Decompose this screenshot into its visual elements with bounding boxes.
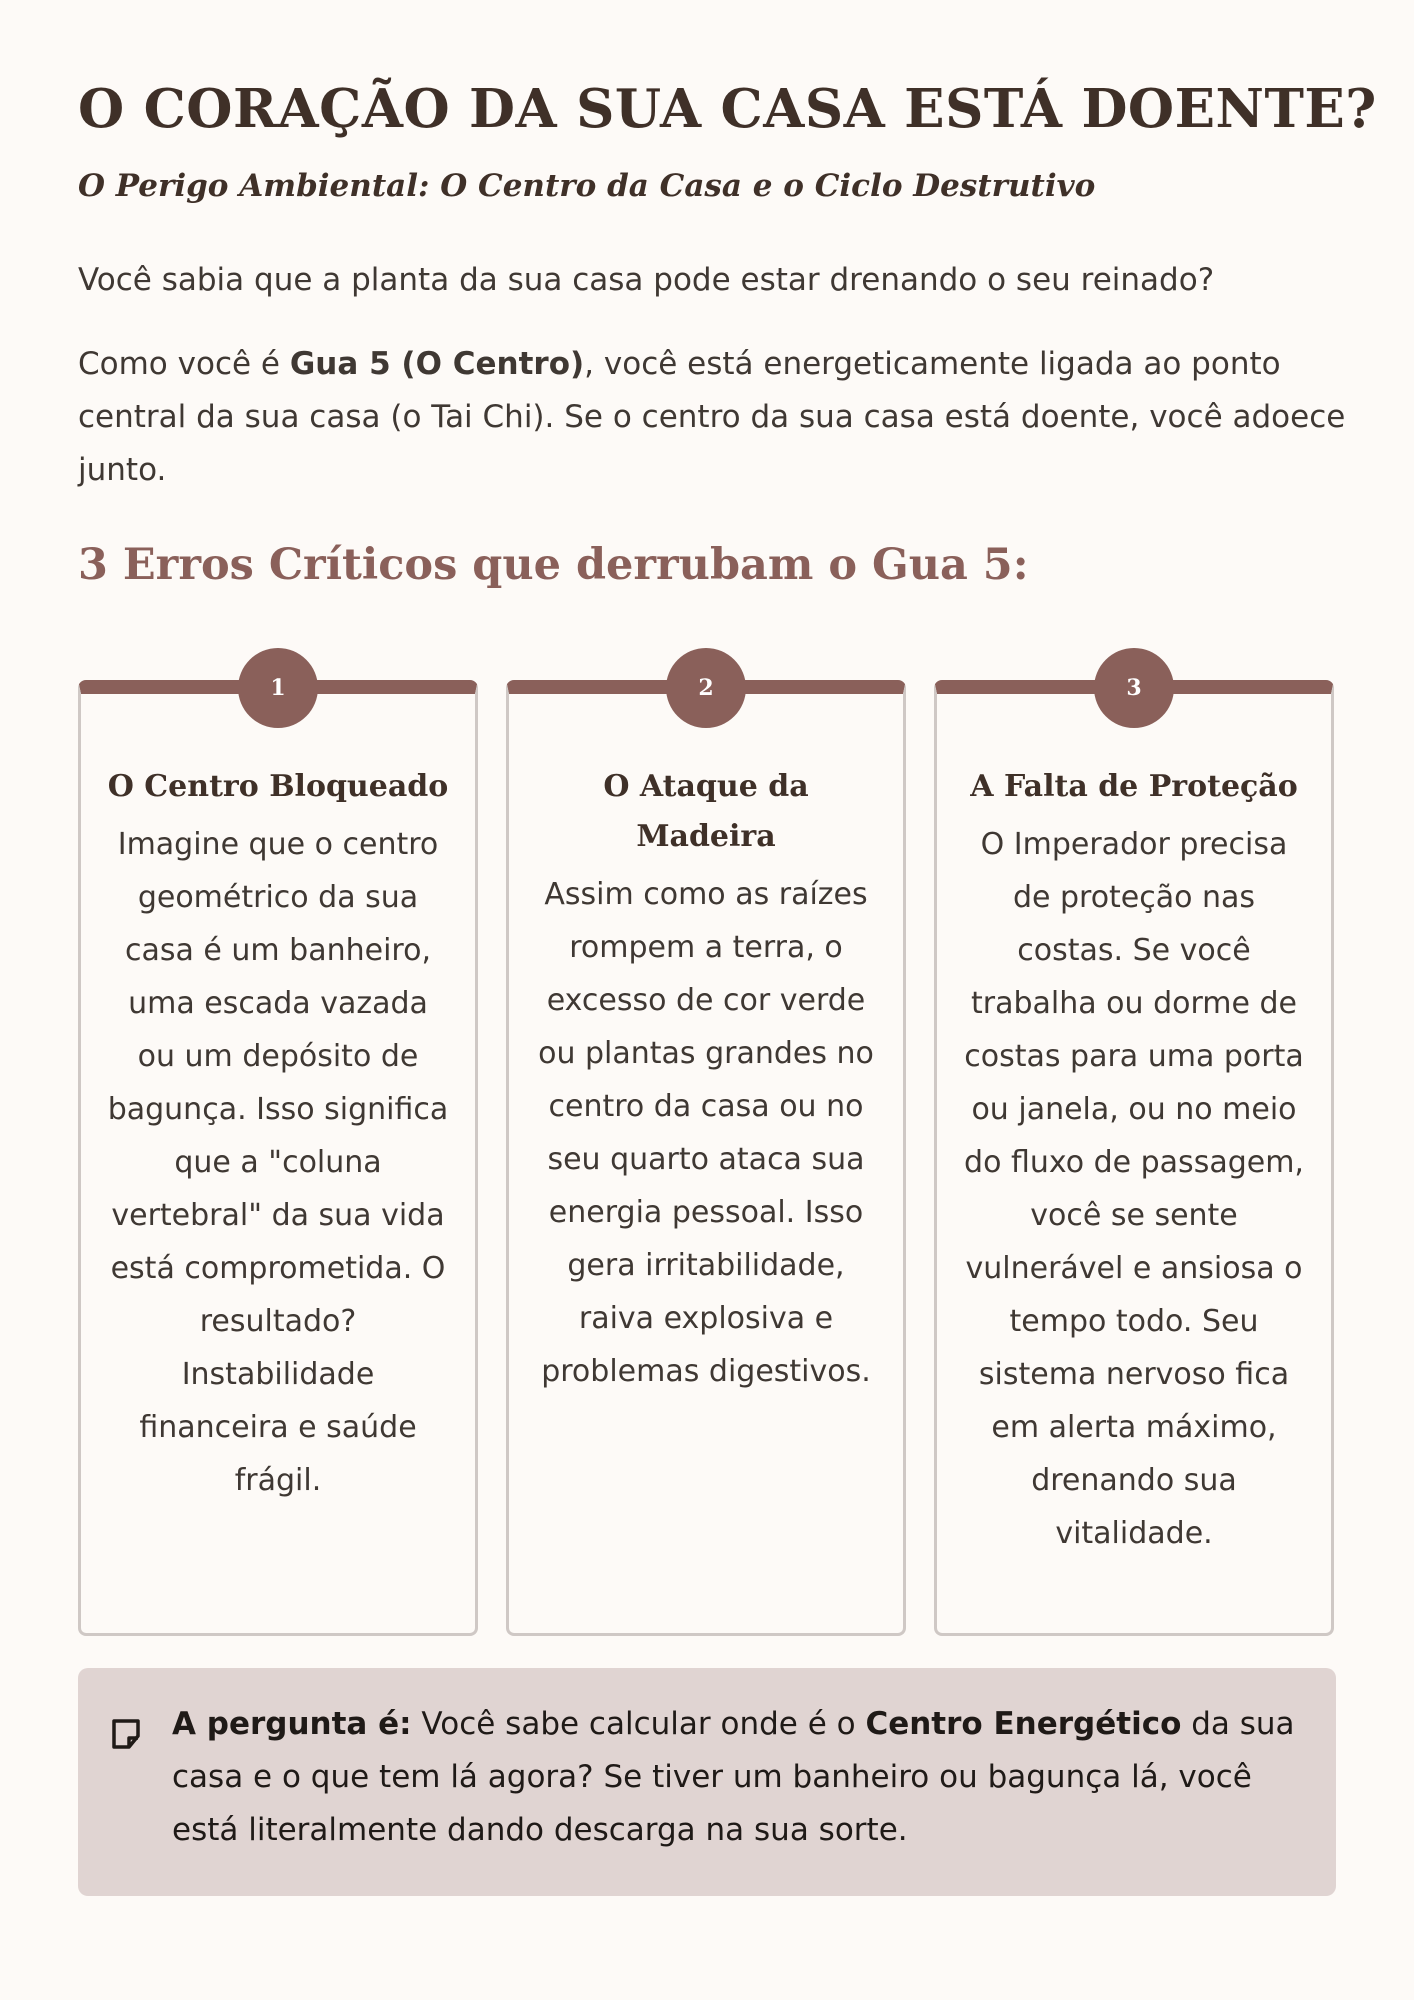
callout-text-part-1: Você sabe calcular onde é o xyxy=(411,1706,866,1742)
page-title: O CORAÇÃO DA SUA CASA ESTÁ DOENTE? xyxy=(78,78,1377,140)
card-text: O Imperador precisa de proteção nas costas. Se você trabalha ou dorme de costas para uma porta ou janela, ou no meio do fluxo de passagem, você se sente vulnerável e ansiosa o tempo todo. Seu sistema nervoso fica em alerta máximo, drenando sua vitalidade. xyxy=(964,827,1304,1551)
card-number-badge: 3 xyxy=(1094,648,1174,728)
callout-text xyxy=(172,1698,1302,1857)
card-text: Imagine que o centro geométrico da sua casa é um banheiro, uma escada vazada ou um depósito de bagunça. Isso significa que a "coluna vertebral" da sua vida está comprometida. O resultado? Instabilidade financeira e saúde frágil. xyxy=(107,827,449,1498)
card-title: O Ataque da Madeira xyxy=(603,769,809,854)
card-title: A Falta de Proteção xyxy=(970,769,1298,804)
card-number-badge: 1 xyxy=(238,648,318,728)
error-card-2 xyxy=(506,675,906,1636)
card-number-badge: 2 xyxy=(666,648,746,728)
callout-lead: A pergunta é: xyxy=(172,1706,412,1742)
intro-paragraph xyxy=(78,338,1348,497)
intro-question: Você sabia que a planta da sua casa pode estar drenando o seu reinado? xyxy=(78,262,1215,298)
error-card-1 xyxy=(78,675,478,1636)
note-icon xyxy=(108,1716,144,1752)
section-heading: 3 Erros Críticos que derrubam o Gua 5: xyxy=(78,540,1029,590)
card-title: O Centro Bloqueado xyxy=(107,769,449,804)
error-card-3 xyxy=(934,675,1334,1636)
question-callout xyxy=(78,1668,1336,1896)
intro-text-start: Como você é xyxy=(78,346,290,382)
page-subtitle: O Perigo Ambiental: O Centro da Casa e o Ciclo Destrutivo xyxy=(78,168,1096,204)
card-text: Assim como as raízes rompem a terra, o excesso de cor verde ou plantas grandes no centro da casa ou no seu quarto ataca sua energia pessoal. Isso gera irritabilidade, raiva explosiva e problemas digestivos. xyxy=(538,877,874,1389)
intro-text-end: , você está energeticamente ligada ao ponto central da sua casa (o Tai Chi). Se o centro da sua casa está doente, você adoece junto. xyxy=(78,346,1346,488)
callout-highlight: Centro Energético xyxy=(865,1706,1182,1742)
callout-text-part-2: da sua casa e o que tem lá agora? Se tiver um banheiro ou bagunça lá, você está literalmente dando descarga na sua sorte. xyxy=(172,1706,1295,1848)
gua-highlight: Gua 5 (O Centro) xyxy=(289,346,585,382)
